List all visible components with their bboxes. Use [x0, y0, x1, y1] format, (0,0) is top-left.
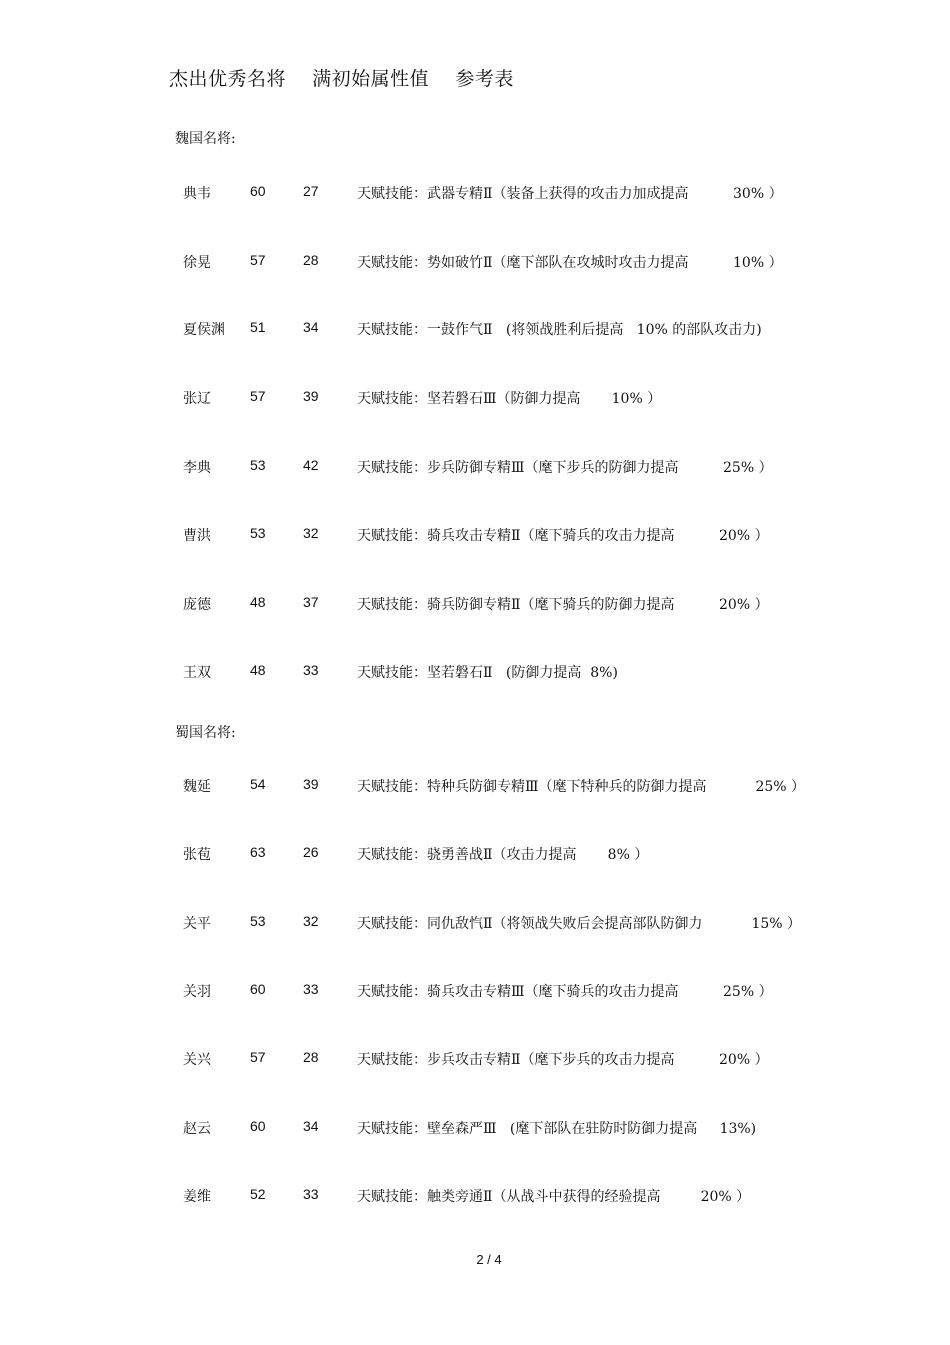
general-name: 姜维: [183, 1189, 211, 1205]
page-number: 2 / 4: [476, 1252, 502, 1267]
table-row: [0, 525, 950, 549]
table-row: [0, 844, 950, 868]
stat-value-2: 33: [303, 981, 319, 997]
table-row: [0, 981, 950, 1005]
stat-value-1: 48: [250, 662, 266, 678]
stat-value-2: 39: [303, 388, 319, 404]
stat-value-2: 33: [303, 1186, 319, 1202]
stat-value-1: 63: [250, 844, 266, 860]
table-row: [0, 1186, 950, 1210]
stat-value-2: 33: [303, 662, 319, 678]
section-heading-shu: 蜀国名将:: [175, 725, 236, 741]
table-row: [0, 1049, 950, 1073]
talent-skill: 天赋技能：步兵攻击专精Ⅱ（麾下步兵的攻击力提高 20% ）: [357, 1052, 769, 1068]
stat-value-1: 48: [250, 594, 266, 610]
table-row: [0, 594, 950, 618]
stat-value-2: 32: [303, 525, 319, 541]
general-name: 李典: [183, 460, 211, 476]
general-name: 张辽: [183, 391, 211, 407]
talent-skill: 天赋技能：触类旁通Ⅱ（从战斗中获得的经验提高 20% ）: [357, 1189, 751, 1205]
table-row: [0, 388, 950, 412]
general-name: 庞德: [183, 597, 211, 613]
talent-skill: 天赋技能：一鼓作气Ⅱ (将领战胜利后提高 10% 的部队攻击力): [357, 322, 762, 338]
stat-value-1: 51: [250, 319, 266, 335]
stat-value-1: 57: [250, 252, 266, 268]
page-title: 杰出优秀名将 满初始属性值 参考表: [169, 68, 514, 90]
table-row: [0, 662, 950, 686]
general-name: 典韦: [183, 186, 211, 202]
talent-skill: 天赋技能：势如破竹Ⅱ（麾下部队在攻城时攻击力提高 10% ）: [357, 255, 783, 271]
stat-value-2: 34: [303, 1118, 319, 1134]
talent-skill: 天赋技能：步兵防御专精Ⅲ（麾下步兵的防御力提高 25% ）: [357, 460, 773, 476]
section-heading-wei: 魏国名将:: [175, 131, 236, 147]
general-name: 张苞: [183, 847, 211, 863]
talent-skill: 天赋技能：壁垒森严Ⅲ (麾下部队在驻防时防御力提高 13%): [357, 1121, 757, 1137]
stat-value-2: 27: [303, 183, 319, 199]
talent-skill: 天赋技能：坚若磐石Ⅲ（防御力提高 10% ）: [357, 391, 662, 407]
stat-value-2: 37: [303, 594, 319, 610]
table-row: [0, 319, 950, 343]
table-row: [0, 913, 950, 937]
talent-skill: 天赋技能：骑兵攻击专精Ⅱ（麾下骑兵的攻击力提高 20% ）: [357, 528, 769, 544]
talent-skill: 天赋技能：坚若磐石Ⅱ (防御力提高 8%): [357, 665, 618, 681]
general-name: 赵云: [183, 1121, 211, 1137]
table-row: [0, 183, 950, 207]
stat-value-2: 42: [303, 457, 319, 473]
stat-value-1: 53: [250, 913, 266, 929]
stat-value-2: 28: [303, 1049, 319, 1065]
stat-value-2: 32: [303, 913, 319, 929]
stat-value-1: 60: [250, 981, 266, 997]
talent-skill: 天赋技能：骑兵防御专精Ⅱ（麾下骑兵的防御力提高 20% ）: [357, 597, 769, 613]
stat-value-1: 60: [250, 1118, 266, 1134]
general-name: 夏侯渊: [183, 322, 225, 338]
stat-value-1: 52: [250, 1186, 266, 1202]
talent-skill: 天赋技能：武器专精Ⅱ（装备上获得的攻击力加成提高 30% ）: [357, 186, 783, 202]
stat-value-2: 26: [303, 844, 319, 860]
general-name: 王双: [183, 665, 211, 681]
table-row: [0, 776, 950, 800]
general-name: 关兴: [183, 1052, 211, 1068]
stat-value-1: 57: [250, 388, 266, 404]
stat-value-1: 53: [250, 457, 266, 473]
stat-value-2: 39: [303, 776, 319, 792]
table-row: [0, 1118, 950, 1142]
general-name: 魏延: [183, 779, 211, 795]
talent-skill: 天赋技能：骑兵攻击专精Ⅲ（麾下骑兵的攻击力提高 25% ）: [357, 984, 773, 1000]
table-row: [0, 457, 950, 481]
stat-value-2: 28: [303, 252, 319, 268]
talent-skill: 天赋技能：同仇敌忾Ⅱ（将领战失败后会提高部队防御力 15% ）: [357, 916, 802, 932]
stat-value-1: 60: [250, 183, 266, 199]
table-row: [0, 252, 950, 276]
stat-value-1: 54: [250, 776, 266, 792]
stat-value-2: 34: [303, 319, 319, 335]
talent-skill: 天赋技能：骁勇善战Ⅱ（攻击力提高 8% ）: [357, 847, 649, 863]
general-name: 曹洪: [183, 528, 211, 544]
stat-value-1: 57: [250, 1049, 266, 1065]
general-name: 徐晃: [183, 255, 211, 271]
stat-value-1: 53: [250, 525, 266, 541]
general-name: 关平: [183, 916, 211, 932]
general-name: 关羽: [183, 984, 211, 1000]
talent-skill: 天赋技能：特种兵防御专精Ⅲ（麾下特种兵的防御力提高 25% ）: [357, 779, 806, 795]
